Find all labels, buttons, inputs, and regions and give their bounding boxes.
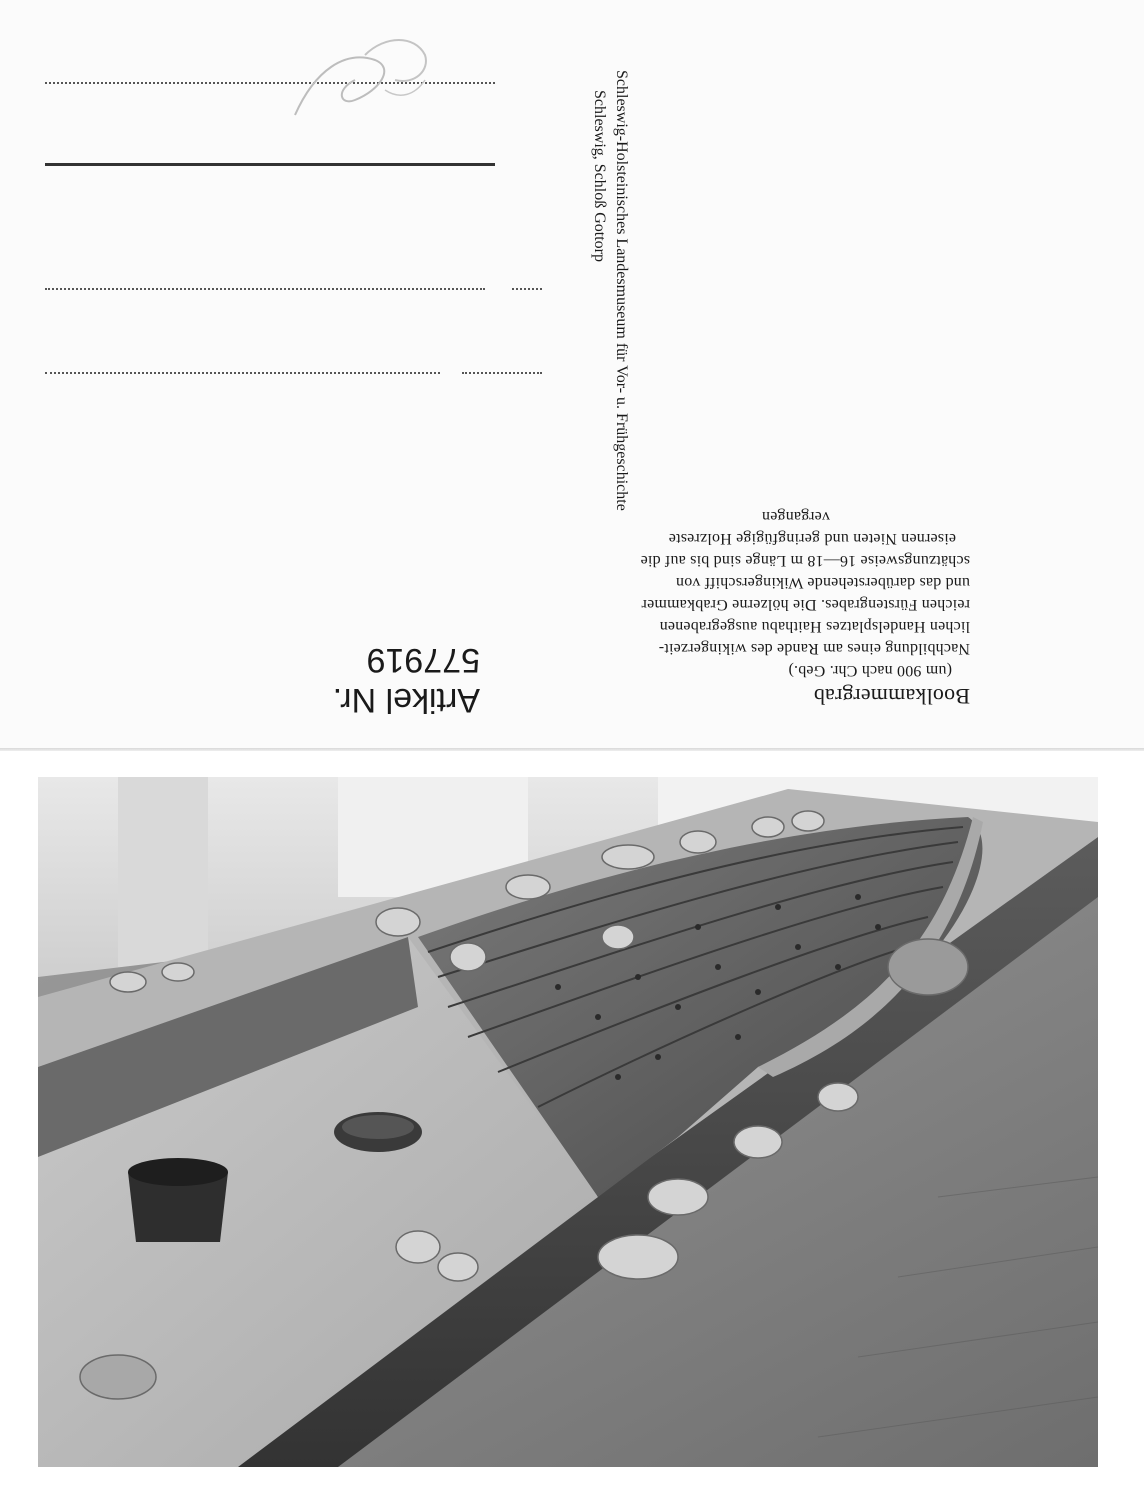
caption-desc-3: reichen Fürstengrabes. Die hölzerne Grabkammer	[641, 596, 970, 613]
pencil-scribble	[285, 30, 435, 140]
caption-desc-4: und das darüberstehende Wikingerschiff von	[675, 574, 970, 591]
address-line-4-end	[462, 372, 542, 374]
caption-desc-7: vergangen	[761, 508, 830, 525]
wall-pillar	[118, 777, 208, 967]
publisher-text	[572, 70, 632, 670]
address-line-3	[45, 288, 485, 290]
ship-grave-photo-drawing	[38, 777, 1098, 1467]
caption-title: Boolkammergrab	[813, 684, 970, 709]
bucket	[128, 1158, 228, 1242]
article-number-block	[300, 640, 480, 720]
address-line-4	[45, 372, 440, 374]
bowl	[334, 1112, 422, 1152]
fold-line	[0, 748, 1144, 751]
caption-desc-2: lichen Handelsplatzes Haithabu ausgegrabenen	[659, 618, 970, 635]
article-label: Artikel Nr.	[332, 681, 480, 719]
address-line-3-end	[512, 288, 542, 290]
postcard-back	[0, 0, 1144, 748]
article-number: 577919	[366, 641, 480, 679]
caption-date: (um 900 nach Chr. Geb.)	[788, 662, 952, 679]
caption-desc-1: Nachbildung eines am Rande des wikingerzeit-	[658, 640, 970, 657]
ship-grave-photo	[38, 777, 1098, 1467]
address-line-2	[45, 163, 495, 166]
caption-block	[640, 505, 970, 711]
publisher-line-1: Schleswig-Holsteinisches Landesmuseum für Vor- u. Frühgeschichte	[613, 70, 630, 511]
caption-desc-5: schätzungsweise 16—18 m Länge sind bis auf die	[640, 552, 970, 569]
publisher-line-2: Schleswig, Schloß Gottorp	[591, 90, 608, 262]
caption-desc-6: eisernen Nieten und geringfügige Holzreste	[668, 530, 956, 547]
